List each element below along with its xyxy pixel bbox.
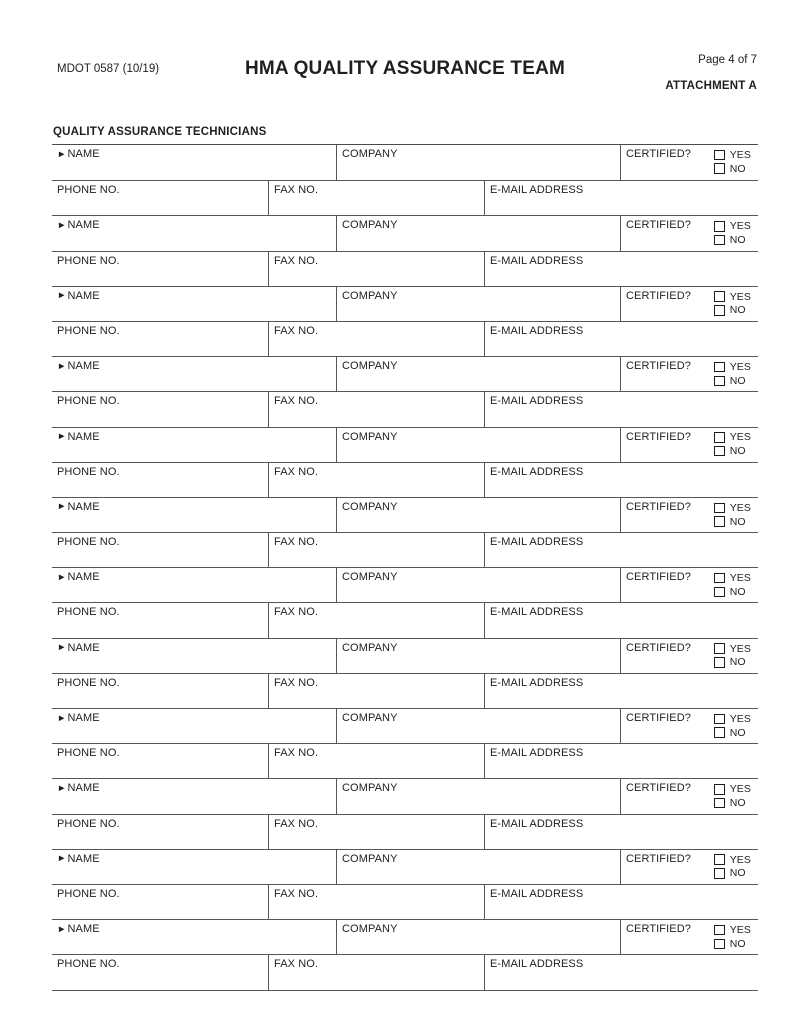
name-label: NAME xyxy=(67,219,100,232)
company-field[interactable] xyxy=(336,287,620,321)
certified-field xyxy=(620,357,758,391)
certified-yes-label: YES xyxy=(729,220,751,233)
certified-no-checkbox[interactable] xyxy=(714,516,725,527)
certified-yes-option[interactable] xyxy=(714,501,751,515)
certified-no-option[interactable] xyxy=(714,444,751,458)
fax-label: FAX NO. xyxy=(274,324,319,337)
fax-field[interactable] xyxy=(268,674,484,708)
fax-label: FAX NO. xyxy=(274,395,319,408)
name-row xyxy=(52,778,758,813)
certified-no-option[interactable] xyxy=(714,867,751,881)
certified-yes-checkbox[interactable] xyxy=(714,925,725,936)
fax-label: FAX NO. xyxy=(274,817,319,830)
certified-yes-option[interactable] xyxy=(714,290,751,304)
email-label: E-MAIL ADDRESS xyxy=(490,254,584,267)
certified-label: CERTIFIED? xyxy=(626,641,691,654)
phone-label: PHONE NO. xyxy=(57,324,120,337)
name-label: NAME xyxy=(67,430,100,443)
technician-entry xyxy=(52,638,758,708)
certified-yes-checkbox[interactable] xyxy=(714,291,725,302)
fax-label: FAX NO. xyxy=(274,536,319,549)
page-title: HMA QUALITY ASSURANCE TEAM xyxy=(244,58,566,79)
contact-row xyxy=(52,602,758,637)
name-field[interactable] xyxy=(52,709,336,743)
name-label: NAME xyxy=(67,148,100,160)
phone-label: PHONE NO. xyxy=(57,465,120,478)
contact-row xyxy=(52,743,758,778)
certified-label: CERTIFIED? xyxy=(626,360,691,373)
certified-field xyxy=(620,639,758,673)
fax-label: FAX NO. xyxy=(274,254,319,267)
certified-yes-option[interactable] xyxy=(714,642,751,656)
certified-no-checkbox[interactable] xyxy=(714,657,725,668)
certified-yes-checkbox[interactable] xyxy=(714,503,725,514)
certified-yes-label: YES xyxy=(729,783,751,796)
certified-no-label: NO xyxy=(729,726,746,739)
email-field[interactable] xyxy=(484,322,758,356)
email-label: E-MAIL ADDRESS xyxy=(490,747,584,760)
name-label: NAME xyxy=(67,360,100,373)
company-label: COMPANY xyxy=(342,360,398,373)
name-label: NAME xyxy=(67,571,100,584)
certified-no-option[interactable] xyxy=(714,796,751,810)
page-indicator: Page 4 of 7 xyxy=(698,54,757,66)
certified-yes-label: YES xyxy=(729,290,751,303)
certified-yes-checkbox[interactable] xyxy=(714,643,725,654)
contact-row xyxy=(52,321,758,356)
certified-field xyxy=(620,145,758,180)
name-row xyxy=(52,567,758,602)
company-label: COMPANY xyxy=(342,782,398,795)
certified-field xyxy=(620,779,758,813)
contact-row xyxy=(52,532,758,567)
name-row xyxy=(52,849,758,884)
company-field[interactable] xyxy=(336,357,620,391)
certified-yes-label: YES xyxy=(729,501,751,514)
fax-field[interactable] xyxy=(268,322,484,356)
company-label: COMPANY xyxy=(342,712,398,724)
name-field[interactable] xyxy=(52,639,336,673)
phone-field[interactable] xyxy=(52,392,268,426)
name-marker-icon: ► xyxy=(57,219,67,231)
phone-label: PHONE NO. xyxy=(57,254,120,267)
form-number: MDOT 0587 (10/19) xyxy=(57,63,160,75)
email-field[interactable] xyxy=(484,674,758,708)
name-marker-icon: ► xyxy=(57,571,67,583)
fax-field[interactable] xyxy=(268,744,484,778)
name-field[interactable] xyxy=(52,287,336,321)
certified-label: CERTIFIED? xyxy=(626,219,691,232)
contact-row xyxy=(52,251,758,286)
company-label: COMPANY xyxy=(342,219,398,232)
name-row xyxy=(52,708,758,743)
certified-no-option[interactable] xyxy=(714,515,751,529)
certified-yes-checkbox[interactable] xyxy=(714,573,725,584)
certified-field xyxy=(620,850,758,884)
certified-no-checkbox[interactable] xyxy=(714,727,725,738)
certified-yes-label: YES xyxy=(729,431,751,444)
email-field[interactable] xyxy=(484,392,758,426)
certified-no-label: NO xyxy=(729,656,746,669)
fax-field[interactable] xyxy=(268,815,484,849)
certified-options xyxy=(714,431,751,462)
company-label: COMPANY xyxy=(342,923,398,936)
email-label: E-MAIL ADDRESS xyxy=(490,676,584,689)
email-label: E-MAIL ADDRESS xyxy=(490,395,584,408)
certified-no-checkbox[interactable] xyxy=(714,376,725,387)
certified-no-checkbox[interactable] xyxy=(714,163,725,174)
phone-label: PHONE NO. xyxy=(57,395,120,408)
certified-field xyxy=(620,709,758,743)
email-field[interactable] xyxy=(484,181,758,215)
phone-field[interactable] xyxy=(52,744,268,778)
contact-row xyxy=(52,391,758,426)
contact-row xyxy=(52,673,758,708)
certified-label: CERTIFIED? xyxy=(626,289,691,302)
technician-entry xyxy=(52,356,758,426)
name-marker-icon: ► xyxy=(57,290,67,302)
certified-yes-checkbox[interactable] xyxy=(714,784,725,795)
company-label: COMPANY xyxy=(342,852,398,865)
certified-no-option[interactable] xyxy=(714,162,751,176)
name-label: NAME xyxy=(67,923,100,936)
certified-yes-option[interactable] xyxy=(714,782,751,796)
certified-label: CERTIFIED? xyxy=(626,782,691,795)
name-marker-icon: ► xyxy=(57,853,67,865)
fax-label: FAX NO. xyxy=(274,887,319,900)
phone-field[interactable] xyxy=(52,603,268,637)
email-label: E-MAIL ADDRESS xyxy=(490,958,584,971)
name-field[interactable] xyxy=(52,498,336,532)
name-field[interactable] xyxy=(52,216,336,250)
certified-options xyxy=(714,290,751,321)
attachment-label: ATTACHMENT A xyxy=(665,80,757,92)
fax-label: FAX NO. xyxy=(274,465,319,478)
certified-no-checkbox[interactable] xyxy=(714,939,725,950)
certified-no-option[interactable] xyxy=(714,655,751,669)
certified-no-option[interactable] xyxy=(714,726,751,740)
name-row xyxy=(52,919,758,954)
company-field[interactable] xyxy=(336,216,620,250)
certified-no-checkbox[interactable] xyxy=(714,446,725,457)
technician-entry xyxy=(52,215,758,285)
certified-options xyxy=(714,712,751,743)
technician-entry xyxy=(52,567,758,637)
phone-label: PHONE NO. xyxy=(57,887,120,900)
name-field[interactable] xyxy=(52,568,336,602)
phone-field[interactable] xyxy=(52,181,268,215)
certified-label: CERTIFIED? xyxy=(626,712,691,724)
email-label: E-MAIL ADDRESS xyxy=(490,184,584,197)
technician-entry xyxy=(52,497,758,567)
certified-options xyxy=(714,782,751,813)
certified-label: CERTIFIED? xyxy=(626,430,691,443)
name-row xyxy=(52,356,758,391)
certified-yes-checkbox[interactable] xyxy=(714,714,725,725)
certified-yes-label: YES xyxy=(729,853,751,866)
certified-field xyxy=(620,498,758,532)
certified-no-label: NO xyxy=(729,797,746,810)
email-label: E-MAIL ADDRESS xyxy=(490,324,584,337)
phone-field[interactable] xyxy=(52,252,268,286)
certified-yes-checkbox[interactable] xyxy=(714,221,725,232)
certified-no-label: NO xyxy=(729,304,746,317)
email-field[interactable] xyxy=(484,885,758,919)
phone-field[interactable] xyxy=(52,885,268,919)
email-field[interactable] xyxy=(484,252,758,286)
phone-label: PHONE NO. xyxy=(57,676,120,689)
fax-field[interactable] xyxy=(268,392,484,426)
contact-row xyxy=(52,180,758,215)
contact-row xyxy=(52,954,758,989)
certified-field xyxy=(620,428,758,462)
certified-no-option[interactable] xyxy=(714,937,751,951)
phone-label: PHONE NO. xyxy=(57,606,120,619)
certified-yes-checkbox[interactable] xyxy=(714,362,725,373)
name-marker-icon: ► xyxy=(57,712,67,724)
certified-no-option[interactable] xyxy=(714,585,751,599)
certified-no-option[interactable] xyxy=(714,304,751,318)
phone-label: PHONE NO. xyxy=(57,958,120,971)
name-field[interactable] xyxy=(52,145,336,180)
email-label: E-MAIL ADDRESS xyxy=(490,606,584,619)
certified-options xyxy=(714,219,751,250)
name-field[interactable] xyxy=(52,428,336,462)
company-label: COMPANY xyxy=(342,571,398,584)
certified-yes-option[interactable] xyxy=(714,360,751,374)
certified-no-checkbox[interactable] xyxy=(714,868,725,879)
name-marker-icon: ► xyxy=(57,501,67,513)
technician-entry xyxy=(52,427,758,497)
phone-label: PHONE NO. xyxy=(57,536,120,549)
name-row xyxy=(52,638,758,673)
email-field[interactable] xyxy=(484,603,758,637)
certified-no-option[interactable] xyxy=(714,233,751,247)
phone-field[interactable] xyxy=(52,463,268,497)
company-field[interactable] xyxy=(336,850,620,884)
certified-no-label: NO xyxy=(729,585,746,598)
fax-field[interactable] xyxy=(268,181,484,215)
certified-yes-option[interactable] xyxy=(714,853,751,867)
fax-label: FAX NO. xyxy=(274,676,319,689)
certified-options xyxy=(714,501,751,532)
name-row xyxy=(52,427,758,462)
name-row xyxy=(52,215,758,250)
name-marker-icon: ► xyxy=(57,782,67,794)
phone-label: PHONE NO. xyxy=(57,184,120,197)
name-label: NAME xyxy=(67,289,100,302)
certified-yes-label: YES xyxy=(729,148,751,161)
name-field[interactable] xyxy=(52,357,336,391)
certified-yes-option[interactable] xyxy=(714,431,751,445)
company-field[interactable] xyxy=(336,779,620,813)
certified-yes-label: YES xyxy=(729,712,751,725)
certified-yes-label: YES xyxy=(729,924,751,937)
phone-label: PHONE NO. xyxy=(57,747,120,760)
contact-row xyxy=(52,814,758,849)
fax-label: FAX NO. xyxy=(274,184,319,197)
technician-entry xyxy=(52,778,758,848)
name-marker-icon: ► xyxy=(57,148,67,160)
name-marker-icon: ► xyxy=(57,431,67,442)
technician-entry xyxy=(52,708,758,778)
name-field[interactable] xyxy=(52,779,336,813)
fax-field[interactable] xyxy=(268,463,484,497)
name-field[interactable] xyxy=(52,850,336,884)
name-marker-icon: ► xyxy=(57,923,67,935)
phone-field[interactable] xyxy=(52,674,268,708)
name-row xyxy=(52,145,758,180)
name-marker-icon: ► xyxy=(57,360,67,372)
certified-yes-label: YES xyxy=(729,642,751,655)
certified-options xyxy=(714,360,751,391)
company-field[interactable] xyxy=(336,920,620,954)
certified-field xyxy=(620,287,758,321)
email-field[interactable] xyxy=(484,744,758,778)
fax-field[interactable] xyxy=(268,533,484,567)
phone-field[interactable] xyxy=(52,815,268,849)
certified-options xyxy=(714,853,751,884)
certified-field xyxy=(620,568,758,602)
certified-yes-option[interactable] xyxy=(714,571,751,585)
email-label: E-MAIL ADDRESS xyxy=(490,887,584,900)
name-row xyxy=(52,286,758,321)
section-heading: QUALITY ASSURANCE TECHNICIANS xyxy=(53,126,267,138)
certified-no-checkbox[interactable] xyxy=(714,587,725,598)
email-field[interactable] xyxy=(484,533,758,567)
company-label: COMPANY xyxy=(342,500,398,513)
company-field[interactable] xyxy=(336,145,620,180)
certified-options xyxy=(714,571,751,602)
certified-yes-checkbox[interactable] xyxy=(714,432,725,443)
name-field[interactable] xyxy=(52,920,336,954)
certified-no-label: NO xyxy=(729,937,746,950)
certified-field xyxy=(620,216,758,250)
certified-no-option[interactable] xyxy=(714,374,751,388)
fax-label: FAX NO. xyxy=(274,747,319,760)
technician-entry xyxy=(52,849,758,919)
company-field[interactable] xyxy=(336,709,620,743)
technician-entry xyxy=(52,145,758,215)
company-field[interactable] xyxy=(336,428,620,462)
certified-yes-label: YES xyxy=(729,361,751,374)
certified-no-label: NO xyxy=(729,867,746,880)
certified-yes-option[interactable] xyxy=(714,148,751,162)
certified-no-checkbox[interactable] xyxy=(714,305,725,316)
phone-field[interactable] xyxy=(52,533,268,567)
certified-yes-option[interactable] xyxy=(714,219,751,233)
certified-field xyxy=(620,920,758,954)
company-field[interactable] xyxy=(336,568,620,602)
certified-options xyxy=(714,148,751,180)
certified-no-label: NO xyxy=(729,234,746,247)
certified-label: CERTIFIED? xyxy=(626,500,691,513)
name-label: NAME xyxy=(67,712,100,724)
fax-label: FAX NO. xyxy=(274,958,319,971)
name-marker-icon: ► xyxy=(57,642,67,654)
name-label: NAME xyxy=(67,782,100,795)
fax-label: FAX NO. xyxy=(274,606,319,619)
email-label: E-MAIL ADDRESS xyxy=(490,465,584,478)
technicians-table xyxy=(52,144,758,991)
certified-label: CERTIFIED? xyxy=(626,148,691,160)
certified-label: CERTIFIED? xyxy=(626,852,691,865)
email-label: E-MAIL ADDRESS xyxy=(490,536,584,549)
company-label: COMPANY xyxy=(342,148,398,160)
fax-field[interactable] xyxy=(268,885,484,919)
phone-label: PHONE NO. xyxy=(57,817,120,830)
certified-yes-checkbox[interactable] xyxy=(714,150,725,161)
technician-entry xyxy=(52,919,758,989)
fax-field[interactable] xyxy=(268,252,484,286)
phone-field[interactable] xyxy=(52,955,268,989)
company-label: COMPANY xyxy=(342,641,398,654)
certified-no-label: NO xyxy=(729,162,746,175)
contact-row xyxy=(52,884,758,919)
company-label: COMPANY xyxy=(342,430,398,443)
certified-yes-option[interactable] xyxy=(714,923,751,937)
fax-field[interactable] xyxy=(268,603,484,637)
email-field[interactable] xyxy=(484,955,758,989)
certified-no-label: NO xyxy=(729,374,746,387)
name-label: NAME xyxy=(67,500,100,513)
company-field[interactable] xyxy=(336,639,620,673)
certified-yes-option[interactable] xyxy=(714,712,751,726)
certified-no-checkbox[interactable] xyxy=(714,798,725,809)
certified-yes-label: YES xyxy=(729,572,751,585)
fax-field[interactable] xyxy=(268,955,484,989)
technician-entry xyxy=(52,286,758,356)
certified-options xyxy=(714,642,751,673)
contact-row xyxy=(52,462,758,497)
email-field[interactable] xyxy=(484,463,758,497)
certified-label: CERTIFIED? xyxy=(626,571,691,584)
company-label: COMPANY xyxy=(342,289,398,302)
email-label: E-MAIL ADDRESS xyxy=(490,817,584,830)
certified-label: CERTIFIED? xyxy=(626,923,691,936)
certified-no-checkbox[interactable] xyxy=(714,235,725,246)
company-field[interactable] xyxy=(336,498,620,532)
phone-field[interactable] xyxy=(52,322,268,356)
name-label: NAME xyxy=(67,641,100,654)
certified-options xyxy=(714,923,751,954)
certified-no-label: NO xyxy=(729,515,746,528)
name-label: NAME xyxy=(67,852,100,865)
certified-yes-checkbox[interactable] xyxy=(714,854,725,865)
email-field[interactable] xyxy=(484,815,758,849)
certified-no-label: NO xyxy=(729,445,746,458)
name-row xyxy=(52,497,758,532)
